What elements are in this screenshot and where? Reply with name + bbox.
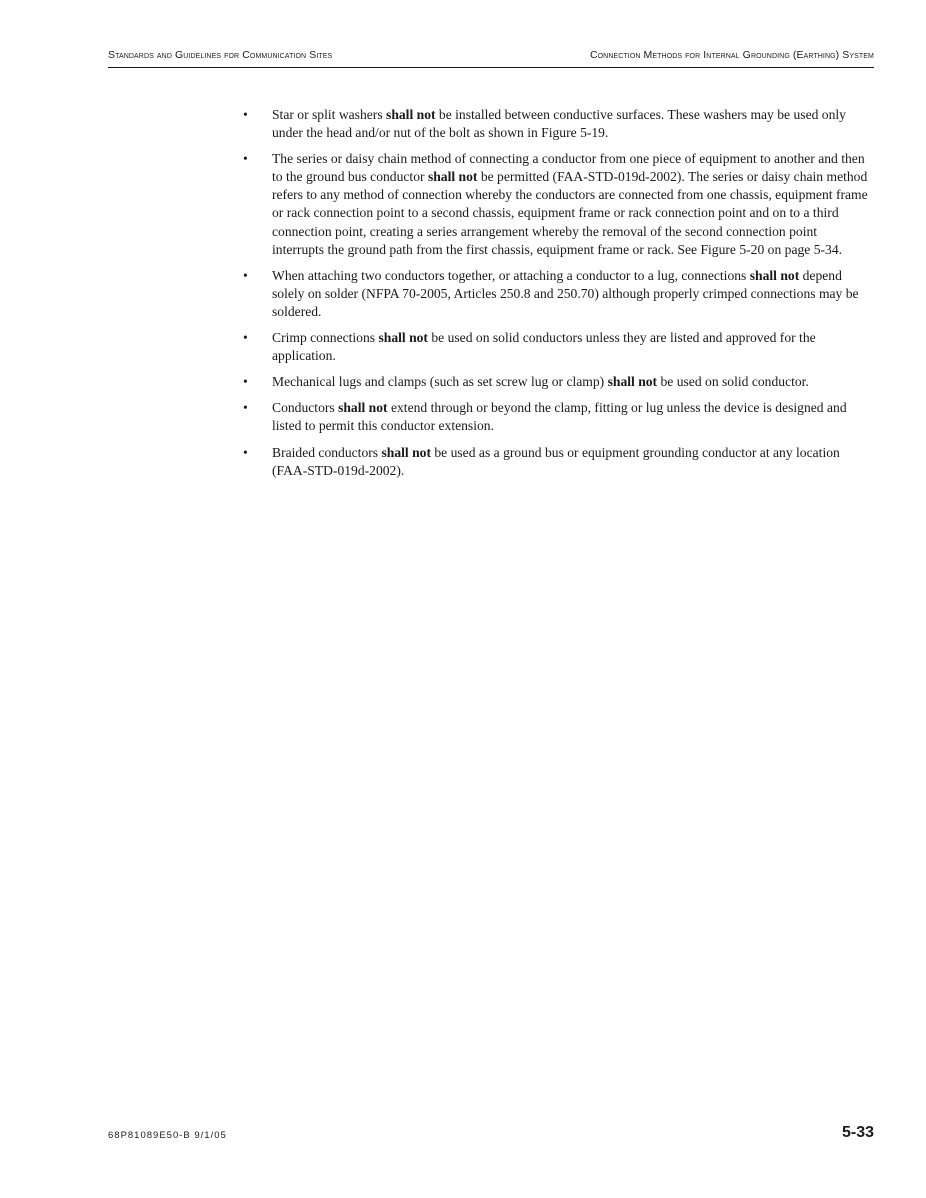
- bullet-icon: •: [243, 330, 248, 346]
- emphasis-text: shall not: [749, 267, 800, 283]
- footer-document-id: 68P81089E50-B 9/1/05: [108, 1130, 227, 1141]
- bullet-icon: •: [243, 107, 248, 122]
- requirements-list: [0, 106, 926, 488]
- list-item: [0, 329, 926, 365]
- emphasis-text: shall not: [386, 107, 436, 122]
- emphasis-text: shall not: [381, 444, 431, 460]
- text-before: Crimp connections: [272, 330, 379, 346]
- text-before: When attaching two conductors together, or attaching a conductor to a lug, connections: [272, 267, 750, 283]
- header-right-title: Connection Methods for Internal Grounding (Earthing) System: [589, 49, 874, 61]
- text-before: Star or split washers: [272, 107, 387, 122]
- text-before: Mechanical lugs and clamps (such as set screw lug or clamp): [272, 374, 608, 390]
- text-after: be used as a ground bus or equipment grounding conductor at any location (FAA-STD-019d-2002).: [272, 444, 840, 478]
- header-left-title: Standards and Guidelines for Communication Sites: [108, 49, 333, 61]
- emphasis-text: shall not: [607, 374, 658, 390]
- text-after: be installed between conductive surfaces. These washers may be used only under the head and/or nut of the bolt as shown in Figure 5-19.: [272, 107, 846, 141]
- list-item: [0, 399, 926, 435]
- text-after: depend solely on solder (NFPA 70-2005, Articles 250.8 and 250.70) although properly crimped connections may be soldered.: [272, 267, 859, 319]
- text-after: be used on solid conductors unless they are listed and approved for the application.: [272, 330, 816, 364]
- page-number: 5-33: [841, 1124, 874, 1141]
- bullet-icon: •: [243, 444, 248, 460]
- list-item: [0, 106, 926, 142]
- list-item-text: [272, 330, 816, 363]
- list-item: [0, 150, 926, 259]
- list-item-text: [272, 107, 846, 140]
- list-item-text: [272, 151, 868, 256]
- running-header: [108, 49, 874, 67]
- text-after: be permitted (FAA-STD-019d-2002). The series or daisy chain method refers to any method of connection whereby the conductors are connected from one chassis, equipment frame or rack connection point to a second chassis, equipment frame or rack connection point and on to a third connection point, creating a series arrangement whereby the removal of the second connection point interrupts the ground path from the first chassis, equipment frame or rack. See Figure 5-20 on page 5-34.: [272, 169, 868, 257]
- emphasis-text: shall not: [378, 330, 428, 346]
- text-after: be used on solid conductor.: [657, 374, 809, 390]
- bullet-icon: •: [243, 151, 248, 167]
- bullet-icon: •: [243, 267, 248, 283]
- text-before: Conductors: [272, 400, 339, 416]
- text-before: The series or daisy chain method of connecting a conductor from one piece of equipment to another and then to the ground bus conductor: [272, 151, 865, 185]
- list-item-text: [272, 445, 840, 478]
- header-rule: [108, 67, 874, 68]
- list-item: [0, 267, 926, 321]
- list-item-text: [272, 374, 809, 389]
- emphasis-text: shall not: [427, 169, 478, 185]
- text-after: extend through or beyond the clamp, fitting or lug unless the device is designed and listed to permit this conductor extension.: [272, 400, 847, 434]
- emphasis-text: shall not: [338, 400, 388, 416]
- list-item-text: [272, 268, 859, 319]
- text-before: Braided conductors: [272, 444, 382, 460]
- list-item-text: [272, 400, 847, 433]
- list-item: [0, 373, 926, 391]
- bullet-icon: •: [243, 374, 248, 390]
- bullet-icon: •: [243, 400, 248, 416]
- list-item: [0, 444, 926, 480]
